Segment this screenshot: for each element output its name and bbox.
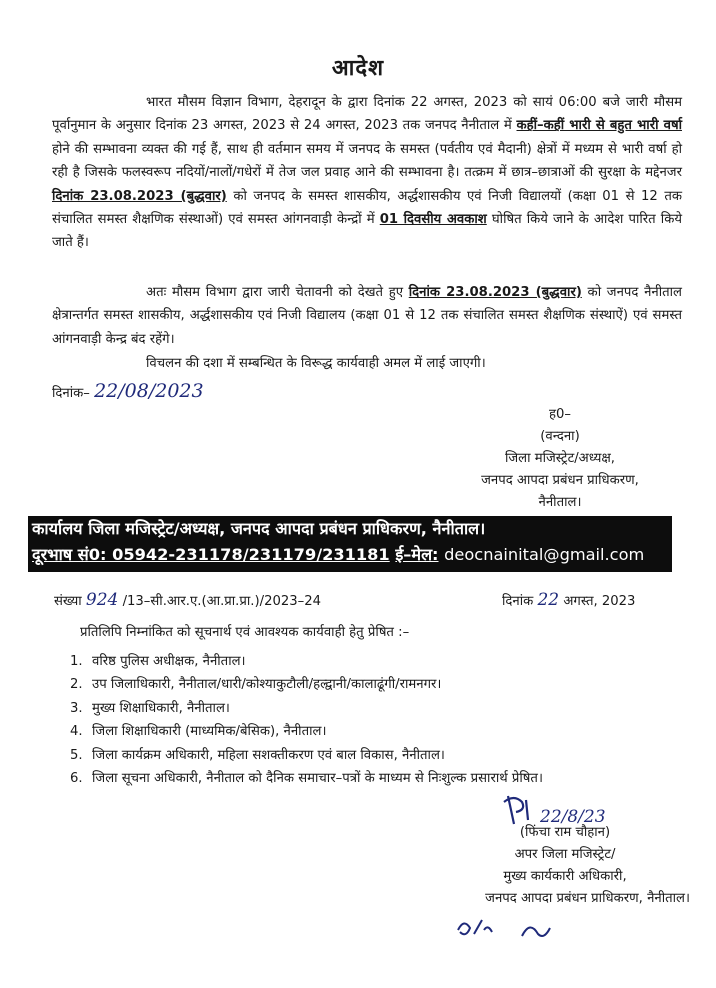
- para1-text: घोषित किये जाने के आदेश पारित किये जाते हैं।: [52, 212, 682, 251]
- date-label: दिनांक–: [52, 386, 90, 401]
- office-phone: दूरभाष सं0: 05942-231178/231179/231181: [32, 545, 390, 564]
- holiday-duration-highlight: 01 दिवसीय अवकाश: [379, 212, 487, 228]
- forwarding-item: [70, 767, 682, 790]
- forwarding-item-number: 3.: [70, 700, 83, 716]
- office-email: deocnainital@gmail.com: [444, 545, 645, 564]
- adm-authority: जनपद आपदा प्रबंधन प्राधिकरण, नैनीताल।: [485, 891, 690, 906]
- order-title: आदेश: [331, 56, 385, 81]
- forwarding-item: [70, 720, 682, 743]
- para2-text: को जनपद नैनीताल क्षेत्रान्तर्गत समस्त शासकीय, अर्द्धशासकीय एवं निजी विद्यालय (कक्षा 01 से 12 तक संचालित समस्त शैक्षणिक संस्थाऐं) एवं समस्त आंगनवाड़ी केन्द्र बंद रहेंगे।: [52, 285, 682, 347]
- forwarding-item-text: जिला शिक्षाधिकारी (माध्यमिक/बेसिक), नैनीताल।: [92, 724, 327, 740]
- handwritten-date: 22/08/2023: [94, 380, 204, 402]
- ref-date-label: दिनांक: [502, 594, 534, 609]
- signed-mark: ह0–: [549, 407, 571, 422]
- forwarding-intro: प्रतिलिपि निम्नांकित को सूचनार्थ एवं आवश्यक कार्यवाही हेतु प्रेषित :–: [80, 625, 410, 640]
- para1-text: भारत मौसम विज्ञान विभाग, देहरादून के द्वारा दिनांक 22 अगस्त, 2023 को सायं 06:00 बजे जारी मौसम पूर्वानुमान के अनुसार दिनांक 23 अगस्त, 2023 से 24 अगस्त, 2023 तक जनपद नैनीताल में: [52, 95, 682, 134]
- forwarding-item: [70, 650, 682, 673]
- adm-designation: अपर जिला मजिस्ट्रेट/: [514, 847, 616, 862]
- order-paragraph-3: विचलन की दशा में सम्बन्धित के विरूद्ध कार्यवाही अमल में लाई जाएगी।: [146, 356, 486, 371]
- closure-date-highlight: दिनांक 23.08.2023 (बुद्धवार): [408, 285, 582, 300]
- handwritten-day: 22: [537, 590, 560, 610]
- reference-date: [502, 590, 635, 610]
- adm-signature-block: [400, 822, 690, 910]
- forwarding-list: [70, 650, 682, 790]
- forwarding-item-text: जिला कार्यक्रम अधिकारी, महिला सशक्तीकरण एवं बाल विकास, नैनीताल।: [92, 747, 445, 763]
- signatory-name: (वन्दना): [540, 429, 580, 444]
- forwarding-item-text: जिला सूचना अधिकारी, नैनीताल को दैनिक समाचार–पत्रों के माध्यम से निःशुल्क प्रसारार्थ प्रेषित।: [92, 771, 543, 787]
- para1-text: को जनपद के समस्त शासकीय, अर्द्धशासकीय एवं निजी विद्यालयों (कक्षा 01 से 12 तक संचालित समस्त शैक्षणिक संस्थाओं) एवं समस्त आंगनवाड़ी केन्द्रों में: [52, 188, 682, 228]
- forwarding-item: [70, 744, 682, 767]
- forwarding-item: [70, 697, 682, 720]
- number-suffix: /13–सी.आर.ए.(आ.प्रा.प्रा.)/2023–24: [122, 594, 322, 609]
- forwarding-item-number: 4.: [70, 724, 83, 740]
- forwarding-item-text: वरिष्ठ पुलिस अधीक्षक, नैनीताल।: [92, 654, 246, 669]
- rain-forecast-highlight: कहीं–कहीं भारी से बहुत भारी वर्षा: [516, 118, 682, 134]
- number-label: संख्या: [54, 594, 82, 609]
- office-banner: [28, 516, 672, 572]
- para1-text: होने की सम्भावना व्यक्त की गई हैं, साथ ही वर्तमान समय में जनपद के समस्त (पर्वतीय एवं मैदानी) क्षेत्रों में मध्यम से भारी वर्षा हो रही है जिसके फलस्वरूप नदियों/नालों/गधेरों में तेज जल प्रवाह आने की सम्भावना है। तत्क्रम में छात्र–छात्राओं की सुरक्षा के मद्देनजर: [52, 141, 682, 181]
- forwarding-item: [70, 673, 682, 696]
- signatory-designation: जिला मजिस्ट्रेट/अध्यक्ष,: [504, 451, 616, 466]
- forwarding-item-text: उप जिलाधिकारी, नैनीताल/धारी/कोश्याकुटौली/हल्द्वानी/कालाढूंगी/रामनगर।: [92, 677, 442, 693]
- forwarding-item-text: मुख्य शिक्षाधिकारी, नैनीताल।: [92, 700, 230, 716]
- dm-signature-block: [440, 404, 680, 514]
- office-contact: [32, 542, 668, 568]
- forwarding-item-number: 6.: [70, 771, 83, 787]
- order-paragraph-1: [52, 91, 682, 255]
- adm-name: (फिंचा राम चौहान): [519, 825, 611, 840]
- adm-designation-2: मुख्य कार्यकारी अधिकारी,: [503, 869, 627, 884]
- office-name: कार्यालय जिला मजिस्ट्रेट/अध्यक्ष, जनपद आपदा प्रबंधन प्राधिकरण, नैनीताल।: [32, 519, 486, 538]
- forwarding-item-number: 5.: [70, 747, 83, 763]
- email-label: ई–मेल:: [395, 545, 439, 564]
- ref-date-rest: अगस्त, 2023: [563, 594, 636, 609]
- reference-number: [54, 590, 321, 610]
- signatory-place: नैनीताल।: [538, 495, 582, 510]
- handwritten-number: 924: [85, 590, 119, 610]
- order-date: [52, 380, 204, 402]
- signatory-authority: जनपद आपदा प्रबंधन प्राधिकरण,: [481, 473, 639, 488]
- para2-text: अतः मौसम विभाग द्वारा जारी चेतावनी को देखते हुए: [146, 285, 409, 300]
- holiday-date-highlight: दिनांक 23.08.2023 (बुद्धवार): [52, 188, 227, 204]
- order-paragraph-2: [52, 281, 682, 351]
- forwarding-item-number: 2.: [70, 677, 83, 693]
- forwarding-item-number: 1.: [70, 654, 83, 669]
- signature-date: 22/8/23: [540, 807, 606, 827]
- handwritten-initials: [452, 910, 572, 944]
